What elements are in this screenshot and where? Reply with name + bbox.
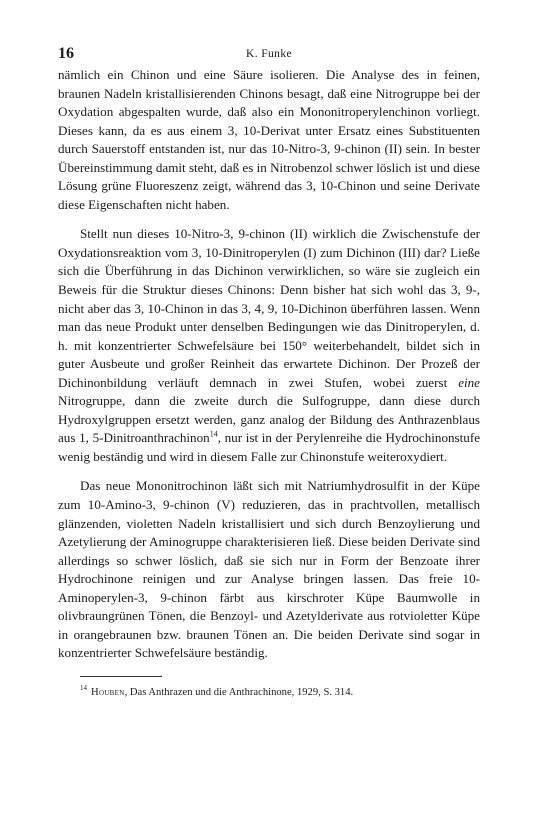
- footnote-reference: 14: [209, 430, 218, 440]
- body-paragraph-2: [58, 225, 480, 466]
- page-number: 16: [58, 45, 74, 62]
- document-page: [58, 44, 480, 700]
- paragraph-text: nämlich ein Chinon und eine Säure isolieren. Die Analyse des in feinen, braunen Nadeln kristallisierenden Chinons besagt, daß eine Nitrogruppe bei der Oxydation abgespalten wurde, daß also ein Mononitroperylenchinon vorliegt. Dieses kann, da es aus einem 3, 10-Derivat unter Ersatz eines Substituenten durch Sauerstoff entstanden ist, nur das 10-Nitro-3, 9-chinon (II) sein. In bester Übereinstimmung damit steht, daß es in Nitrobenzol schwer löslich ist und diese Lösung grüne Fluoreszenz zeigt, während das 3, 10-Chinon und seine Derivate diese Eigenschaften nicht haben.: [58, 67, 480, 212]
- paragraph-text: , nur ist in der Perylenreihe die Hydrochinonstufe wenig beständig und wird in diesem Falle zur Chinonstufe weiteroxydiert.: [58, 430, 481, 464]
- footnote: [80, 686, 480, 700]
- footnote-text: , Das Anthrazen und die Anthrachinone, 1929, S. 314.: [124, 686, 354, 698]
- page-header: [58, 44, 480, 66]
- paragraph-text: Stellt nun dieses 10-Nitro-3, 9-chinon (II) wirklich die Zwischenstufe der Oxydationsreaktion vom 3, 10-Dinitroperylen (I) zum Dichinon (III) dar? Ließe sich die Überführung in das Dichinon verwirklichen, so wäre sie zugleich ein Beweis für die Struktur dieses Chinons: Denn bisher hat sich wohl das 3, 9-, nicht aber das 3, 10-Chinon in das 3, 4, 9, 10-Dichinon überführen lassen. Wenn man das neue Produkt unter denselben Bedingungen wie das Dinitroperylen, d. h. mit konzentrierter Schwefelsäure bei 150° weiterbehandelt, bildet sich in guter Ausbeute und großer Reinheit das erwartete Dichinon. Der Prozeß der Dichinonbildung verläuft demnach in zwei Stufen, wobei zuerst: [58, 226, 480, 390]
- footnote-number: 14: [80, 684, 87, 693]
- body-paragraph-3: [58, 477, 480, 662]
- running-head: K. Funke: [245, 48, 292, 60]
- emphasis-text: eine: [458, 374, 480, 390]
- footnote-divider: [80, 676, 162, 677]
- footnote-author: Houben: [91, 686, 125, 698]
- paragraph-text: Nitrogruppe, dann die zweite durch die Sulfogruppe, dann diese durch Hydroxylgruppen ersetzt werden, ganz analog der Bildung des Anthrazenblaus aus 1, 5-Dinitroanthrachinon: [58, 393, 480, 446]
- body-paragraph-1: [58, 66, 480, 214]
- paragraph-text: Das neue Mononitrochinon läßt sich mit Natriumhydrosulfit in der Küpe zum 10-Amino-3, 9-chinon (V) reduzieren, das in prachtvollen, metallisch glänzenden, violetten Nadeln kristallisiert und sich durch Benzoylierung und Azetylierung der Aminogruppe charakterisieren ließ. Diese beiden Derivate sind allerdings so schwer löslich, daß sie sich nur in Form der Benzoate ihrer Hydrochinone reinigen und zur Analyse bringen lassen. Das freie 10-Aminoperylen-3, 9-chinon färbt aus kirschroter Küpe Baumwolle in olivbraungrünen Tönen, die Benzoyl- und Azetylderivate aus rotvioletter Küpe in orangebraunen bzw. braunen Tönen an. Die beiden Derivate sind sogar in konzentrierter Schwefelsäure beständig.: [58, 478, 480, 661]
